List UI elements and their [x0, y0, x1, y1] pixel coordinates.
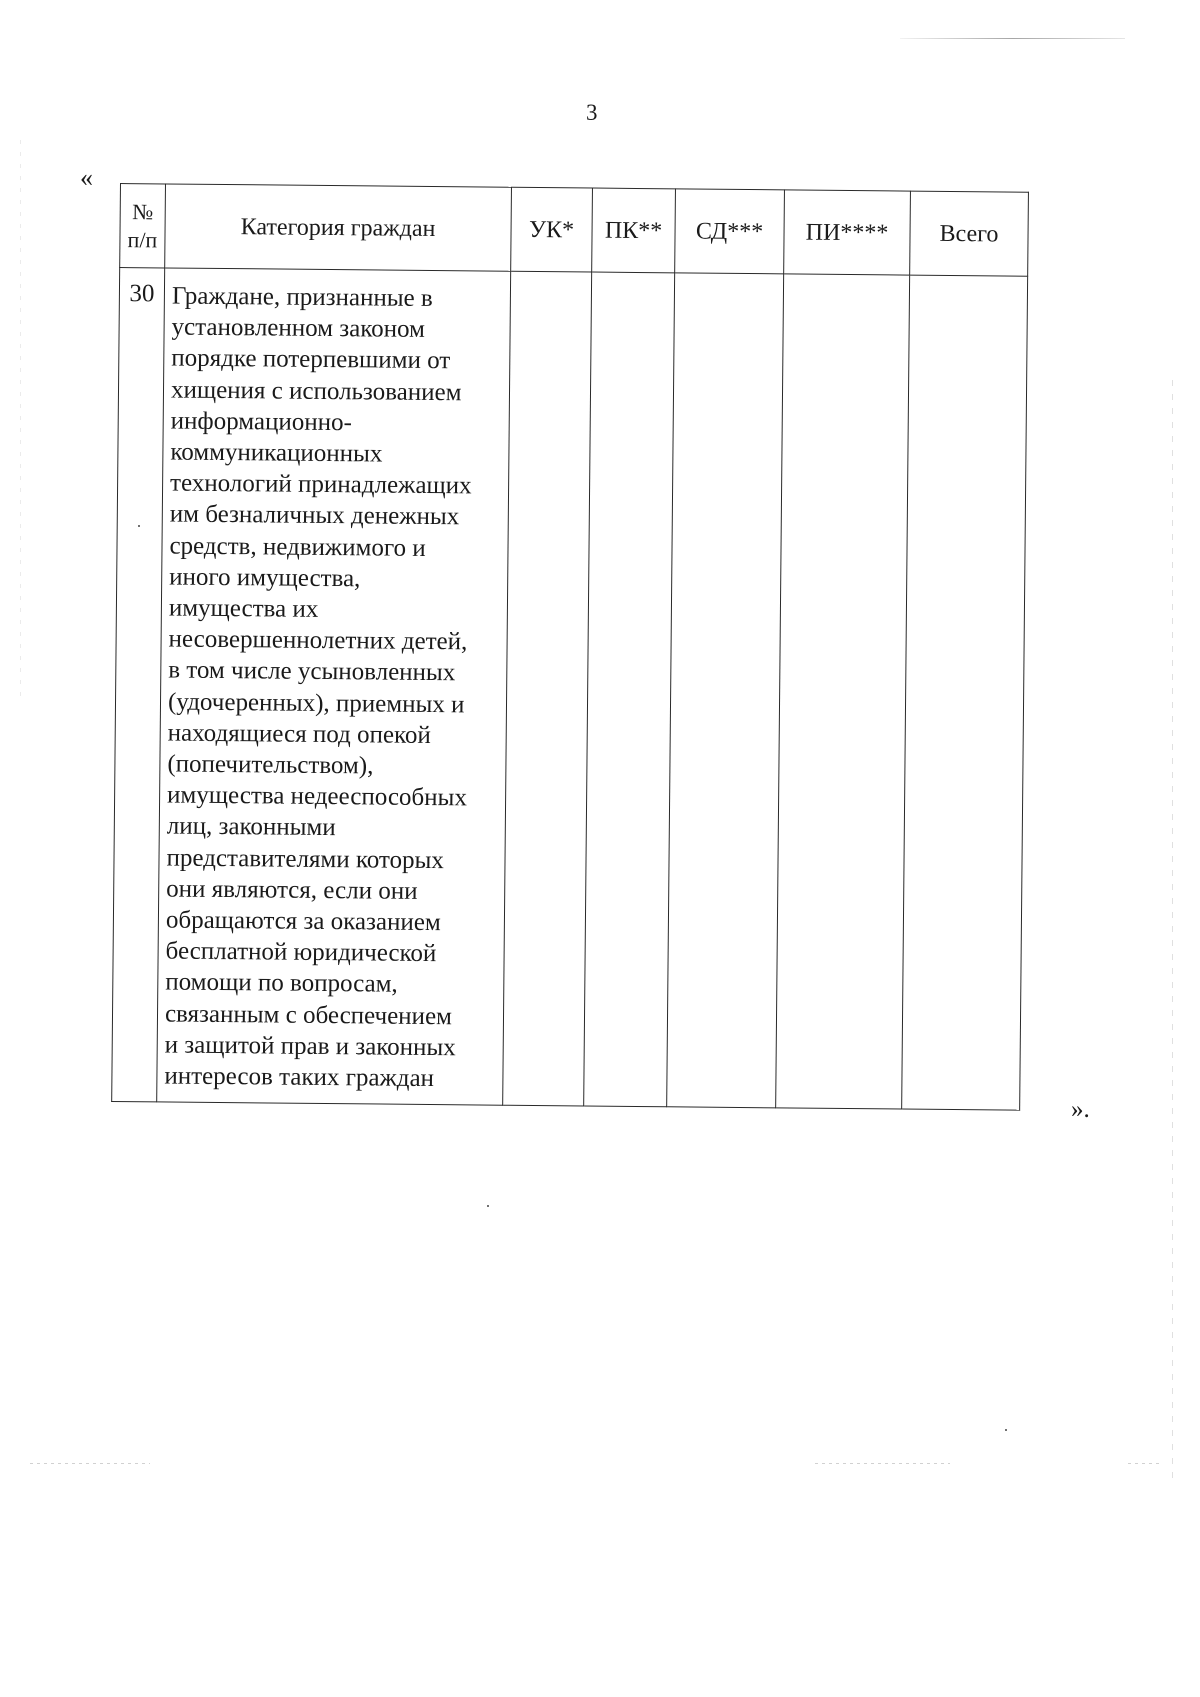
header-sd: СД***: [675, 189, 785, 274]
header-pk: ПК**: [592, 188, 676, 273]
page-number: 3: [586, 100, 598, 125]
row-pi: [776, 274, 910, 1109]
header-pi: ПИ****: [784, 190, 911, 275]
scan-artifact-bottom-right: [1128, 1463, 1163, 1464]
citizen-category-table: [111, 183, 1029, 1111]
scan-artifact-bottom-mid: [815, 1463, 950, 1464]
table-row: [112, 268, 1028, 1111]
scan-artifact-left-edge: [20, 140, 21, 700]
row-sd: [667, 273, 784, 1108]
scan-artifact-right-edge: [1172, 380, 1173, 1480]
row-pk: [584, 272, 675, 1107]
header-number: № п/п: [120, 184, 166, 268]
row-category: Граждане, признанные в установленном законом порядке потерпевшими от хищения с использованием информационно- коммуникационных технологий принадлежащих им безналичных денежных средств, недвижимого и иного имущества, имущества их несовершеннолетних детей, в том числе усыновленных (удочеренных), приемных и находящиеся под опекой (попечительством), имущества недееспособных лиц, законными представителями которых они являются, если они обращаются за оказанием бесплатной юридической помощи по вопросам, связанным с обеспечением и защитой прав и законных интересов таких граждан: [157, 268, 511, 1106]
table-header-row: [120, 184, 1029, 277]
header-total: Всего: [910, 191, 1029, 276]
scan-speck: [487, 1205, 489, 1207]
header-uk: УК*: [511, 187, 593, 272]
row-number: 30: [112, 268, 165, 1103]
scan-artifact-bottom-left: [30, 1463, 150, 1464]
scan-artifact-top-line: [900, 38, 1125, 39]
closing-quote-mark: ».: [1071, 1096, 1090, 1123]
opening-quote-mark: «: [80, 163, 93, 192]
header-category: Категория граждан: [165, 184, 512, 271]
row-uk: [503, 271, 592, 1106]
scan-speck: [1005, 1429, 1007, 1431]
row-total: [902, 275, 1028, 1110]
